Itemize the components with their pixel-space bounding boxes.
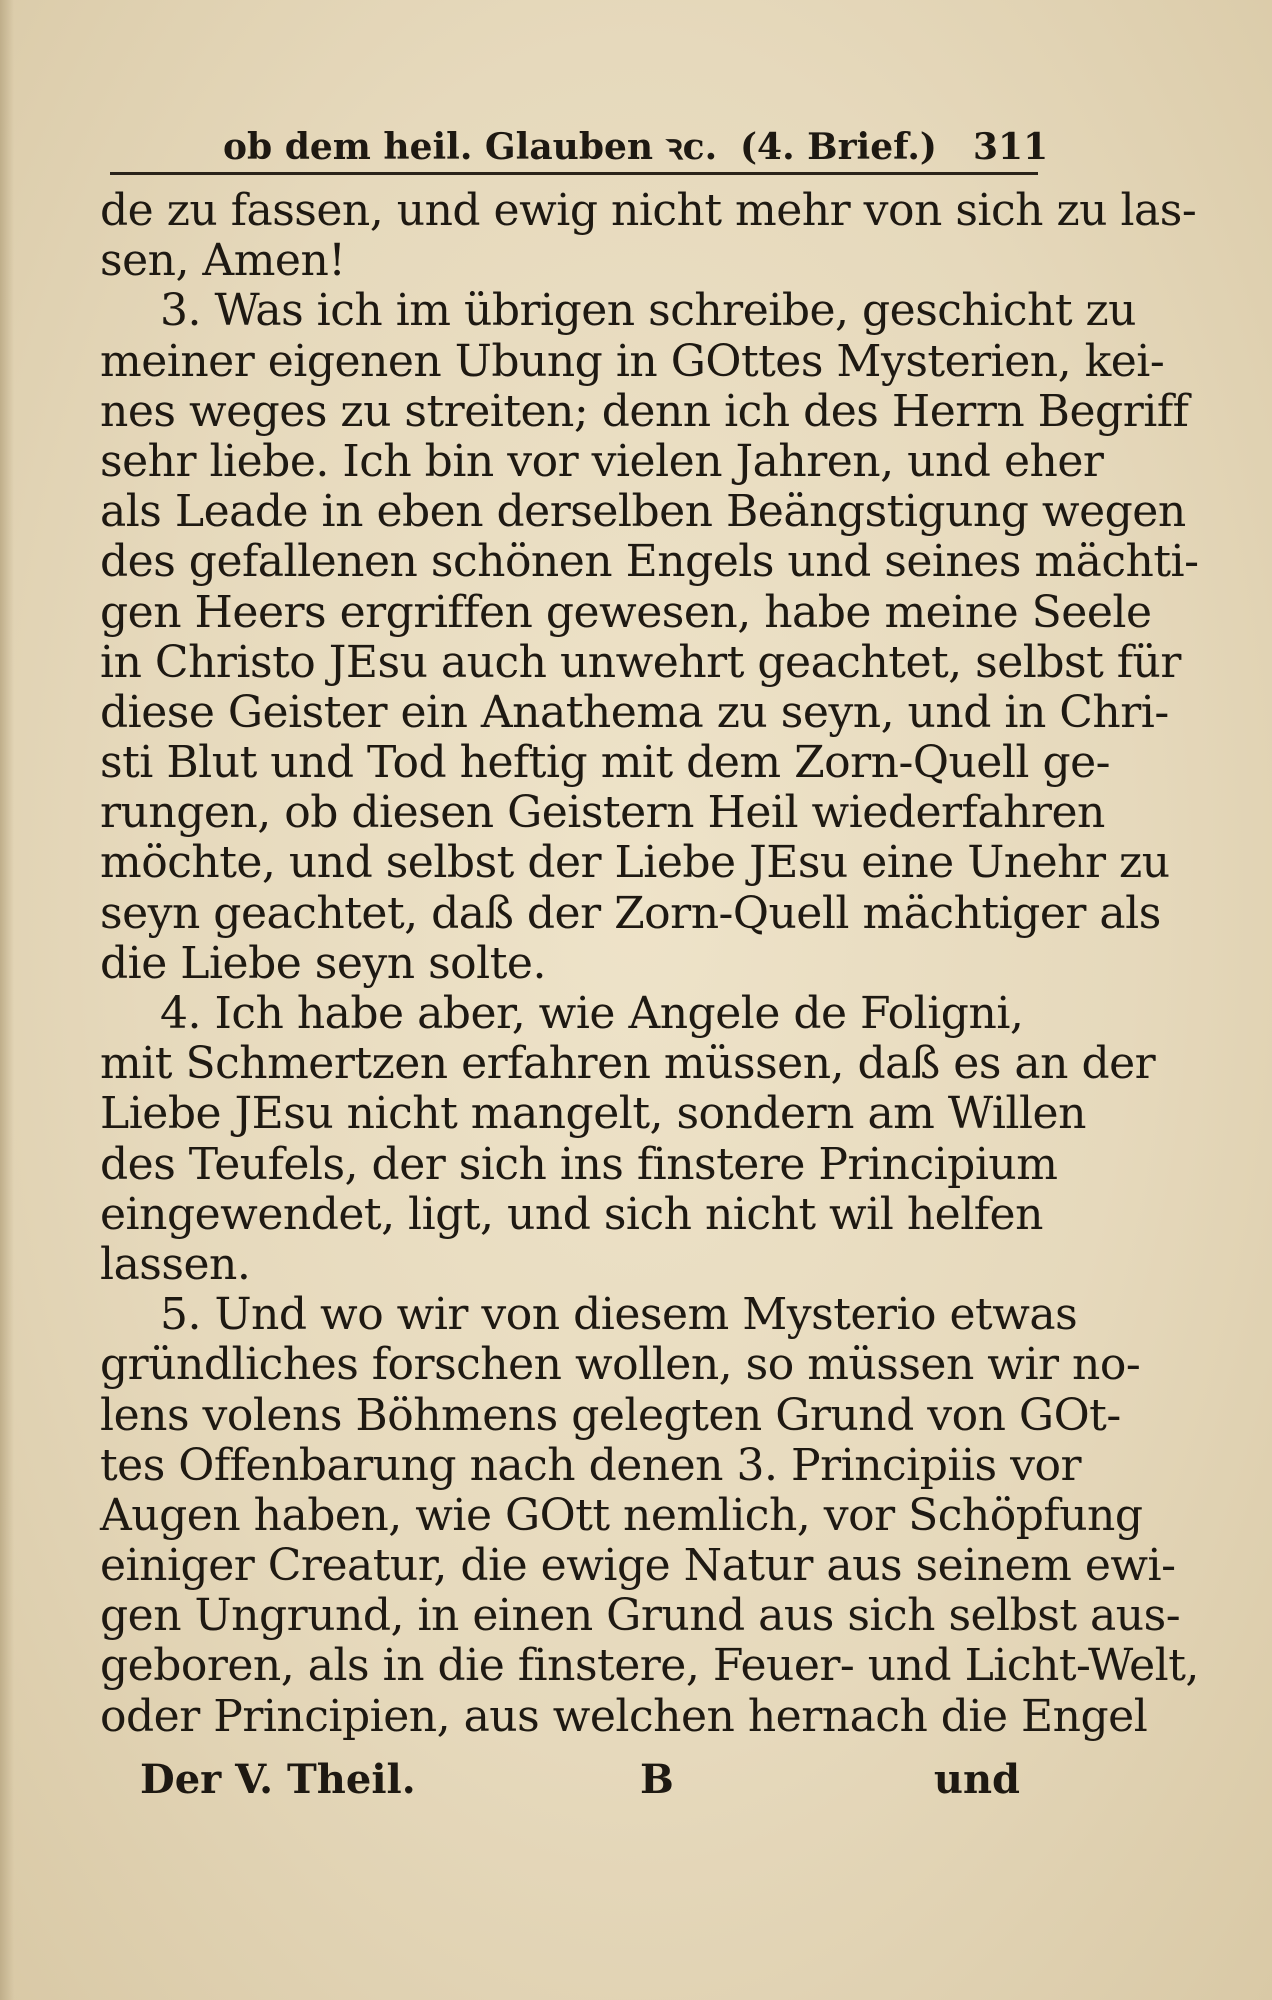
paragraph-5-start: 5. Und wo wir von diesem Mysterio etwas: [160, 1289, 1078, 1341]
sheet-mark: B: [640, 1756, 674, 1803]
text-line: einiger Creatur, die ewige Natur aus seinem ewi-: [100, 1540, 1176, 1592]
text-line: nes weges zu streiten; denn ich des Herrn Begriff: [100, 385, 1189, 437]
text-line: rungen, ob diesen Geistern Heil wiederfahren: [100, 787, 1105, 839]
body-text: [100, 185, 1199, 1742]
text-line: möchte, und selbst der Liebe JEsu eine Unehr zu: [100, 837, 1170, 889]
text-line: des Teufels, der sich ins finstere Principium: [100, 1138, 1058, 1190]
page-gutter: [0, 0, 14, 2000]
text-line: seyn geachtet, daß der Zorn-Quell mächtiger als: [100, 887, 1161, 939]
letter-reference: (4. Brief.): [740, 126, 937, 168]
paragraph-4-start: 4. Ich habe aber, wie Angele de Foligni,: [160, 988, 1024, 1039]
page-number: 311: [973, 126, 1049, 168]
text-line: tes Offenbarung nach denen 3. Principiis vor: [100, 1439, 1081, 1491]
text-line: in Christo JEsu auch unwehrt geachtet, selbst für: [100, 636, 1181, 688]
text-line: eingewendet, ligt, und sich nicht wil helfen: [100, 1188, 1043, 1240]
text-line: geboren, als in die finstere, Feuer- und Licht-Welt,: [100, 1640, 1199, 1692]
text-line: gen Ungrund, in einen Grund aus sich selbst aus-: [100, 1590, 1181, 1642]
text-line: mit Schmertzen erfahren müssen, daß es an der: [100, 1038, 1156, 1090]
header-rule: [110, 172, 1038, 175]
text-line: gründliches forschen wollen, so müssen wir no-: [100, 1339, 1141, 1391]
text-line: lens volens Böhmens gelegten Grund von GOt-: [100, 1389, 1121, 1441]
text-line: die Liebe seyn solte.: [100, 937, 546, 989]
text-line: Augen haben, wie GOtt nemlich, vor Schöpfung: [100, 1489, 1143, 1541]
text-line: diese Geister ein Anathema zu seyn, und in Chri-: [100, 686, 1169, 738]
paragraph-3-start: 3. Was ich im übrigen schreibe, geschicht zu: [160, 285, 1137, 337]
text-line: sti Blut und Tod heftig mit dem Zorn-Quell ge-: [100, 737, 1111, 789]
text-line: meiner eigenen Ubung in GOttes Mysterien, kei-: [100, 335, 1165, 387]
page-footer: [140, 1752, 1020, 1808]
running-title: ob dem heil. Glauben ꝛc.: [223, 126, 718, 168]
text-line: Liebe JEsu nicht mangelt, sondern am Willen: [100, 1088, 1086, 1140]
signature-line: Der V. Theil.: [140, 1756, 416, 1803]
text-line: des gefallenen schönen Engels und seines mächti-: [100, 536, 1199, 588]
catchword: und: [933, 1756, 1020, 1803]
running-header: [118, 124, 1049, 170]
text-line: lassen.: [100, 1238, 251, 1290]
text-line: als Leade in eben derselben Beängstigung wegen: [100, 486, 1186, 538]
text-line: sehr liebe. Ich bin vor vielen Jahren, und eher: [100, 435, 1104, 487]
text-line: sen, Amen!: [100, 235, 346, 287]
text-line: gen Heers ergriffen gewesen, habe meine Seele: [100, 586, 1152, 638]
text-line: de zu fassen, und ewig nicht mehr von sich zu las-: [100, 185, 1197, 236]
text-line: oder Principien, aus welchen hernach die Engel: [100, 1690, 1148, 1742]
